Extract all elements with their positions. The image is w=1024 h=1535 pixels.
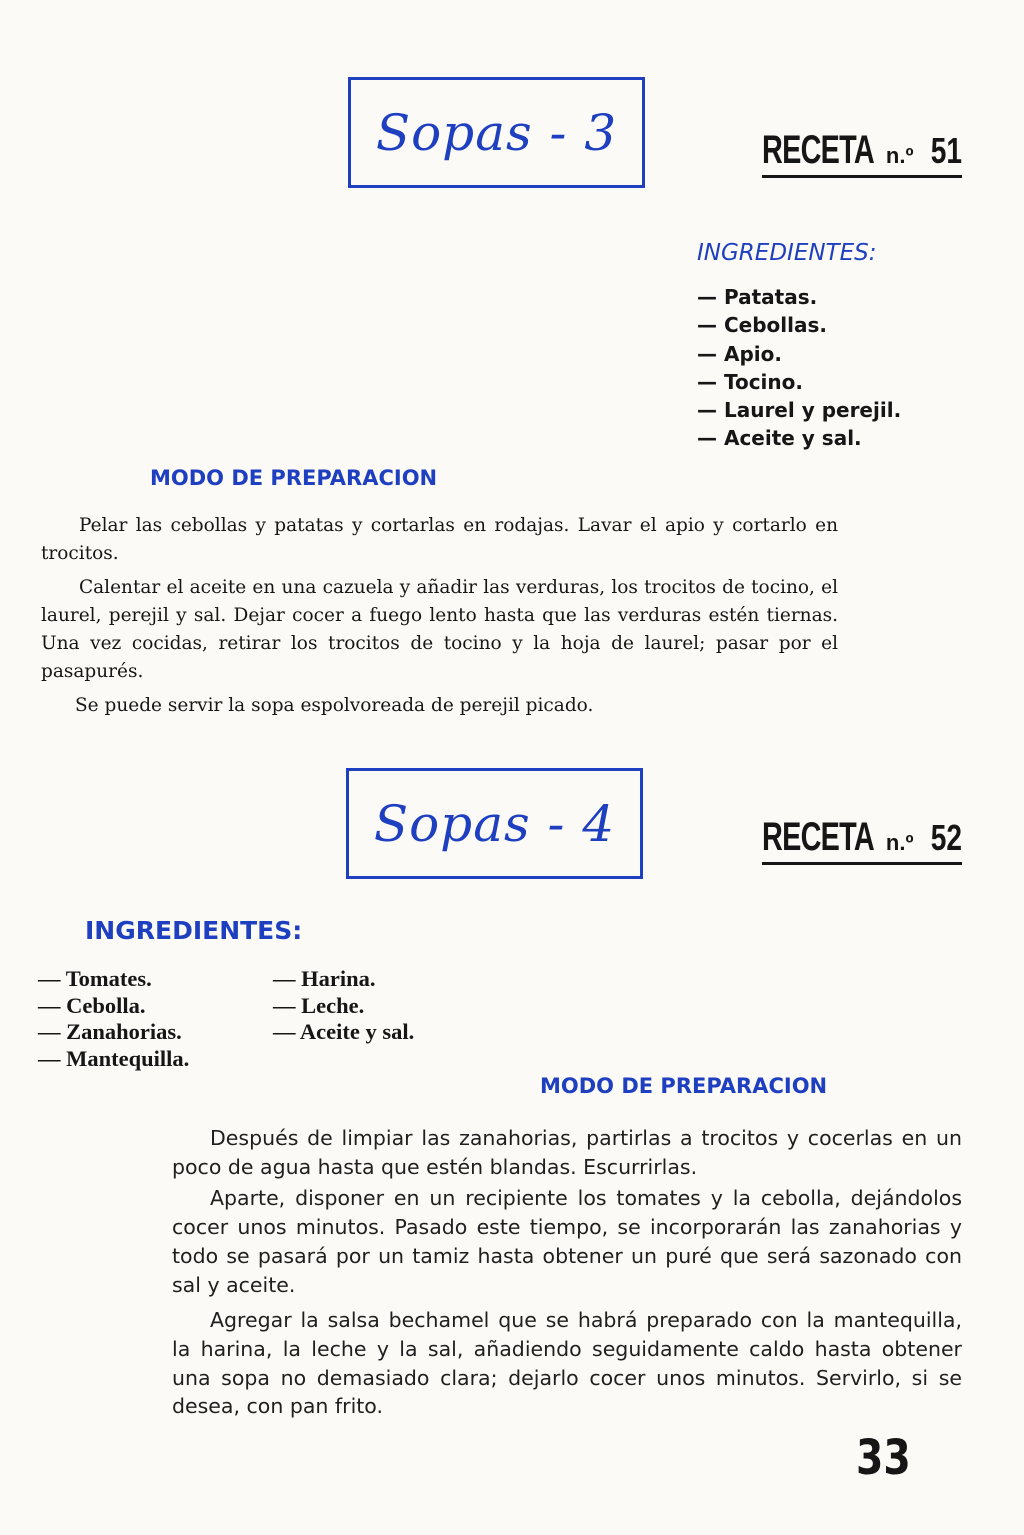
method-paragraph: Se puede servir la sopa espolvoreada de perejil picado. <box>75 695 594 716</box>
method-paragraph: Después de limpiar las zanahorias, partirlas a trocitos y cocerlas en un poco de agua hasta que estén blandas. Escurrirlas. <box>172 1126 962 1179</box>
method-heading: MODO DE PREPARACION <box>540 1074 828 1098</box>
ingredient-item: — Harina. <box>273 966 376 991</box>
method-paragraph: Aparte, disponer en un recipiente los tomates y la cebolla, dejándolos cocer unos minutos. Pasado este tiempo, se incorporarán las zanahorias y todo se pasará por un tamiz hasta obtener un puré que será sazonado con sal y aceite. <box>172 1186 962 1297</box>
receta-no-label: n.º <box>885 830 914 855</box>
method-text <box>172 1124 962 1421</box>
ingredient-item: — Laurel y perejil. <box>697 398 902 423</box>
method-heading: MODO DE PREPARACION <box>150 466 438 490</box>
ingredient-item: — Aceite y sal. <box>697 426 862 451</box>
ingredients-heading: INGREDIENTES: <box>85 916 303 945</box>
ingredient-item: — Patatas. <box>697 285 818 309</box>
ingredient-item: — Tocino. <box>697 369 803 394</box>
ingredient-item: — Cebolla. <box>38 992 146 1018</box>
receta-number: 51 <box>930 130 962 171</box>
receta-no-label: n.º <box>885 143 914 168</box>
ingredients-heading: INGREDIENTES: <box>697 240 877 266</box>
ingredient-item: — Mantequilla. <box>38 1045 190 1071</box>
recipe-number-header <box>762 815 962 865</box>
recipe-title-box <box>346 768 643 879</box>
ingredient-item: — Zanahorias. <box>38 1019 182 1044</box>
method-paragraph: Pelar las cebollas y patatas y cortarlas en rodajas. Lavar el apio y cortarlo en trocitos. <box>41 515 838 564</box>
page-number: 33 <box>856 1430 911 1486</box>
receta-label: RECETA <box>762 815 874 859</box>
ingredient-item: — Cebollas. <box>697 313 827 338</box>
ingredient-item: — Leche. <box>273 992 365 1018</box>
ingredient-item: — Apio. <box>697 341 782 366</box>
method-text <box>41 512 838 720</box>
recipe-title: Sopas - 3 <box>375 103 618 162</box>
recipe-number-header <box>762 128 962 178</box>
ingredients-list <box>697 283 901 453</box>
ingredients-list <box>273 966 414 1046</box>
ingredients-list <box>38 966 189 1072</box>
method-paragraph: Agregar la salsa bechamel que se habrá preparado con la mantequilla, la harina, la leche y la sal, añadiendo seguidamente caldo hasta obtener una sopa no demasiado clara; dejarlo cocer unos minutos. Servirlo, si se desea, con pan frito. <box>172 1308 962 1419</box>
ingredient-item: — Tomates. <box>38 966 152 991</box>
recipe-title: Sopas - 4 <box>373 794 616 853</box>
method-paragraph: Calentar el aceite en una cazuela y añadir las verduras, los trocitos de tocino, el laurel, perejil y sal. Dejar cocer a fuego lento hasta que las verduras estén tiernas. Una vez cocidas, retirar los trocitos de tocino y la hoja de laurel; pasar por el pasapurés. <box>41 577 838 682</box>
recipe-title-box <box>348 77 645 188</box>
receta-number: 52 <box>930 817 962 858</box>
ingredient-item: — Aceite y sal. <box>273 1019 415 1044</box>
receta-label: RECETA <box>762 128 874 172</box>
